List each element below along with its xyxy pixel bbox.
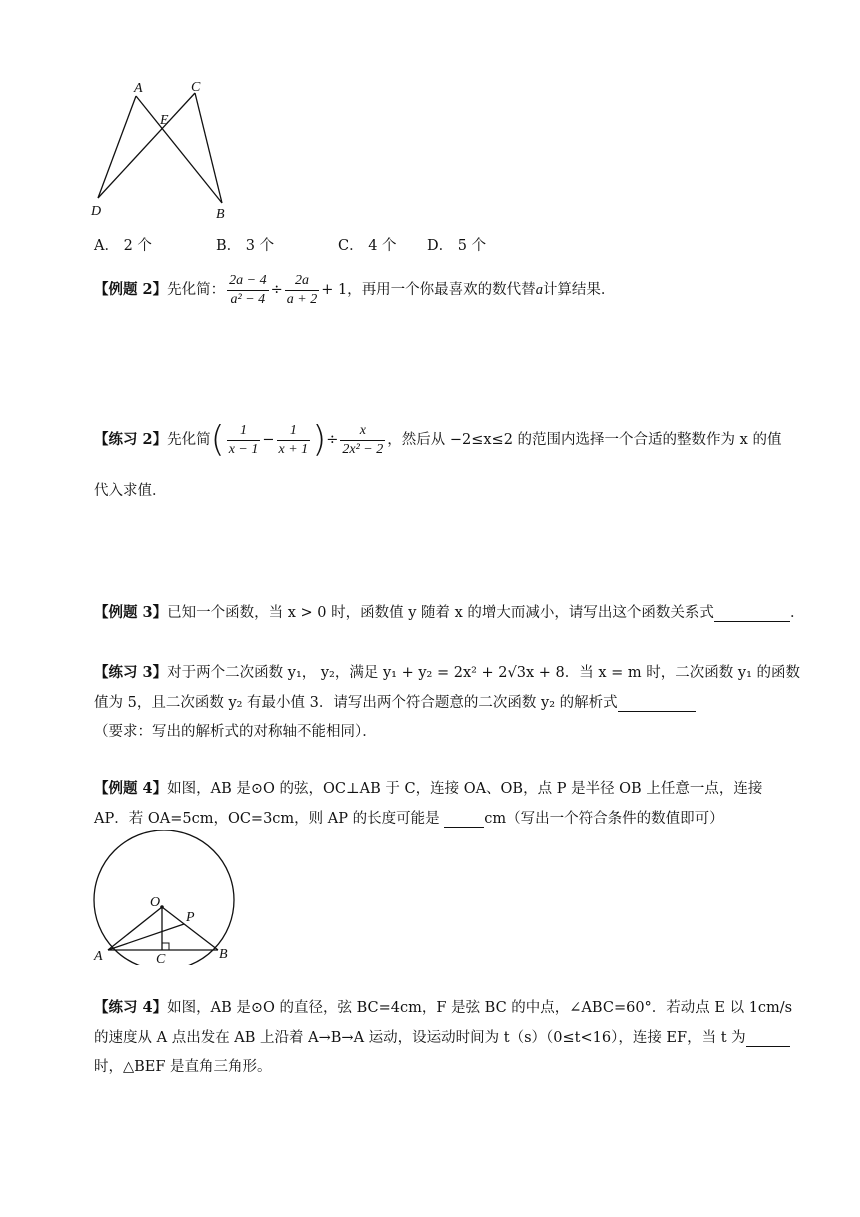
example-2-fraction-2: $\frac{2a}{a + 2}$: [286, 272, 318, 307]
example-2-lead: 先化简：: [167, 282, 226, 298]
example-2: [94, 270, 615, 310]
practice-4-line2: [94, 1026, 790, 1047]
label-C: C: [191, 80, 201, 95]
example-2-tag: 【例题 2】: [94, 281, 168, 298]
plus-one: + 1，: [321, 282, 362, 298]
practice-2-fraction-1: $\frac{1}{x - 1}$: [228, 422, 259, 457]
segment-AP: [108, 924, 184, 950]
example-2-fraction-1: $\frac{2a - 4}{\text{a² − 4}}$: [229, 272, 267, 307]
label-B: B: [219, 947, 228, 962]
label-A: A: [134, 81, 143, 96]
option-b: B． 3 个: [216, 238, 275, 254]
option-a: A． 2 个: [94, 238, 152, 254]
example-4-text2: AP．若 OA=5cm，OC=3cm，则 AP 的长度可能是: [94, 811, 445, 827]
practice-4-line3: 时，△BEF 是直角三角形。: [94, 1059, 272, 1075]
label-E: E: [160, 113, 169, 128]
example-4-tag: 【例题 4】: [94, 780, 168, 797]
label-O: O: [150, 895, 161, 910]
practice-3-text: 对于两个二次函数 y₁， y₂，满足 y₁ + y₂ = 2x² + 2√3x + 8．当 x = m 时，二次函数 y₁ 的函数: [167, 665, 800, 681]
example-3-text: 已知一个函数，当 x > 0 时，函数值 y 随着 x 的增大而减小，请写出这个函数关系式: [167, 605, 714, 621]
answer-blank[interactable]: [746, 1030, 790, 1047]
example-3-end: ．: [789, 605, 805, 621]
practice-3-line1: [94, 661, 800, 682]
answer-blank[interactable]: [618, 695, 696, 712]
practice-2-line2: 代入求值．: [94, 483, 167, 499]
example-2-tail: 再用一个你最喜欢的数代替: [361, 282, 536, 298]
segment-OA: [108, 907, 162, 950]
variable-a: a: [535, 282, 543, 298]
example-4-line2: [94, 807, 724, 828]
practice-3-line2: [94, 691, 696, 712]
figure-circle: [88, 830, 248, 965]
example-4-line1: [94, 777, 762, 798]
practice-4-text: 如图，AB 是⊙O 的直径，弦 BC=4cm，F 是弦 BC 的中点，∠ABC=60°．若动点 E 以 1cm/s: [167, 1000, 793, 1016]
segment-AD: [98, 96, 136, 198]
label-P: P: [186, 910, 195, 925]
option-d: D． 5 个: [427, 238, 487, 254]
label-D: D: [91, 204, 102, 219]
practice-3-text2: 值为 5，且二次函数 y₂ 有最小值 3．请写出两个符合题意的二次函数 y₂ 的解析式: [94, 695, 618, 711]
divide-sign: ÷: [326, 432, 339, 448]
figure-crossing-triangles: [88, 72, 238, 222]
answer-blank[interactable]: [444, 811, 484, 828]
practice-4-tag: 【练习 4】: [94, 999, 168, 1016]
divide-sign: ÷: [270, 282, 283, 298]
label-C: C: [156, 952, 166, 965]
label-A: A: [94, 949, 103, 964]
label-B: B: [216, 207, 225, 222]
point-O: [160, 905, 164, 909]
example-3: [94, 601, 804, 622]
answer-blank[interactable]: [714, 605, 790, 622]
practice-4-text2: 的速度从 A 点出发在 AB 上沿着 A→B→A 运动，设运动时间为 t（s）（0≤t<16），连接 EF，当 t 为: [94, 1030, 746, 1046]
practice-4-line1: [94, 996, 792, 1017]
right-angle-mark: [162, 943, 169, 950]
practice-2-tag: 【练习 2】: [94, 431, 168, 448]
practice-2-fraction-3: $\frac{x}{\text{2x² − 2}}$: [342, 422, 384, 457]
minus-sign: −: [262, 432, 275, 448]
practice-2-lead: 先化简: [167, 432, 211, 448]
practice-3-tag: 【练习 3】: [94, 664, 168, 681]
example-2-tail2: 计算结果．: [542, 282, 616, 298]
example-4-text3: cm（写出一个符合条件的数值即可）: [484, 811, 724, 827]
example-3-tag: 【例题 3】: [94, 604, 168, 621]
practice-2: 【练习 2】先化简( $\frac{1}{x - 1}$ − $\frac{1}{x + 1}$ )÷ $\frac{x}{\text{2x² − 2}}$ ，然后从 −2≤x≤2 的范围内选择一个合适的整数作为 x 的值: [94, 419, 782, 460]
practice-2-fraction-2: $\frac{1}{x + 1}$: [278, 422, 309, 457]
example-4-text: 如图，AB 是⊙O 的弦，OC⊥AB 于 C，连接 OA、OB，点 P 是半径 OB 上任意一点，连接: [167, 781, 763, 797]
option-c: C． 4 个: [338, 238, 397, 254]
practice-3-line3: （要求：写出的解析式的对称轴不能相同）．: [94, 724, 377, 740]
practice-2-tail: ，然后从 −2≤x≤2 的范围内选择一个合适的整数作为 x 的值: [387, 432, 782, 448]
